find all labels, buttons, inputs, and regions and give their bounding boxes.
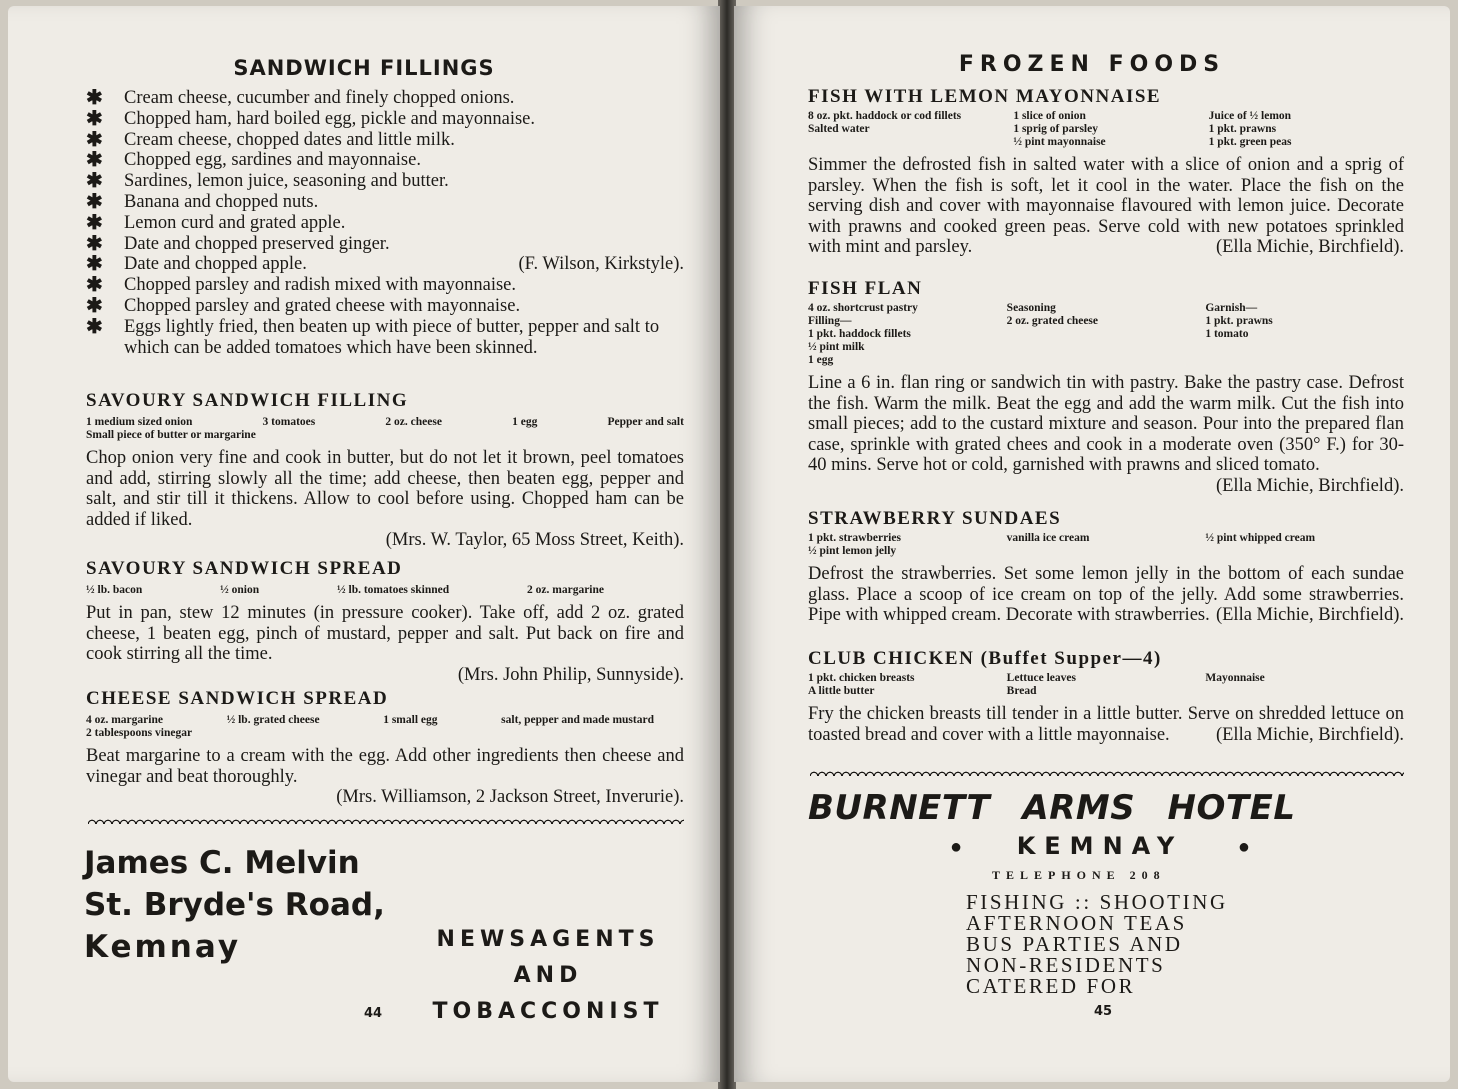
ingredient: 2 oz. cheese <box>385 416 442 428</box>
hotel-service-line: FISHING :: SHOOTING <box>966 890 1228 914</box>
filling-text: Chopped parsley and radish mixed with mayonnaise. <box>124 275 517 296</box>
wavy-divider <box>88 816 684 824</box>
ingredient: ½ pint lemon jelly <box>808 545 897 557</box>
recipe-credit: (Mrs. John Philip, Sunnyside). <box>457 664 684 685</box>
ingredient-column <box>808 110 1013 149</box>
ingredient: A little butter <box>808 685 875 697</box>
ingredient: vanilla ice cream <box>1006 532 1090 544</box>
filling-text: Eggs lightly fried, then beaten up with piece of butter, pepper and salt to which can be added tomatoes which have been skinned. <box>124 316 660 358</box>
ingredient: Small piece of butter or margarine <box>86 429 256 441</box>
left-page <box>8 6 720 1082</box>
ingredient: 3 tomatoes <box>262 416 316 428</box>
newsagents-block <box>410 922 686 1030</box>
ingredient: Seasoning <box>1006 302 1056 314</box>
ingredient-column <box>1205 532 1404 558</box>
ingredient: ½ pint milk <box>808 341 865 353</box>
ingredient: 1 pkt. strawberries <box>808 532 901 544</box>
asterisk-icon: ✱ <box>86 315 103 338</box>
recipe-method: Beat margarine to a cream with the egg. Add other ingredients then cheese and vinegar and beat thoroughly. <box>86 746 684 787</box>
ingredients-row <box>86 584 684 597</box>
ingredient: 1 egg <box>512 416 538 428</box>
recipe-method: Put in pan, stew 12 minutes (in pressure cooker). Take off, add 2 oz. grated cheese, 1 beaten egg, pinch of mustard, pepper and salt. Put back on fire and cook stirring all the time. <box>86 603 684 665</box>
filling-item <box>86 234 684 255</box>
hotel-service-line: NON-RESIDENTS <box>966 953 1166 977</box>
recipe-title: FISH WITH LEMON MAYONNAISE <box>808 86 1162 107</box>
ingredients <box>808 110 1404 149</box>
ingredient: 1 sprig of parsley <box>1013 123 1098 135</box>
ingredients <box>808 672 1404 698</box>
hotel-service-line: CATERED FOR <box>966 974 1136 998</box>
ingredient: 1 pkt. prawns <box>1205 315 1273 327</box>
filling-item <box>86 130 684 151</box>
club-chicken-recipe <box>808 648 1404 745</box>
ingredient: Garnish— <box>1205 302 1258 314</box>
ingredient: Pepper and salt <box>607 416 684 428</box>
ingredient: 4 oz. margarine <box>86 714 163 726</box>
right-page <box>734 6 1450 1082</box>
filling-item <box>86 275 684 296</box>
hotel-name: BURNETT ARMS HOTEL <box>808 788 1296 828</box>
ingredient: Juice of ½ lemon <box>1208 110 1292 122</box>
melvin-advert <box>84 842 385 968</box>
filling-item <box>86 296 684 317</box>
hotel-services <box>966 892 1246 997</box>
ingredient-column <box>808 532 1007 558</box>
ingredient: 1 pkt. green peas <box>1208 136 1292 148</box>
recipe-title: STRAWBERRY SUNDAES <box>808 508 1062 529</box>
ingredient: 1 tomato <box>1205 328 1249 340</box>
filling-item <box>86 88 684 109</box>
hotel-telephone: TELEPHONE 208 <box>992 868 1166 882</box>
fish-lemon-recipe <box>808 86 1404 258</box>
advert-name: James C. Melvin <box>84 845 360 881</box>
ingredient-column <box>1007 672 1206 698</box>
asterisk-icon: ✱ <box>86 253 103 276</box>
advert-town: Kemnay <box>84 929 242 965</box>
ingredient: 1 pkt. prawns <box>1208 123 1277 135</box>
ingredients-row <box>86 714 684 727</box>
asterisk-icon: ✱ <box>86 190 103 213</box>
filling-text: Chopped ham, hard boiled egg, pickle and mayonnaise. <box>124 108 536 129</box>
recipe-credit: (Mrs. W. Taylor, 65 Moss Street, Keith). <box>385 530 684 551</box>
recipe-method: Fry the chicken breasts till tender in a little butter. Serve on shredded lettuce on toasted bread and cover with a little mayonnaise. <box>808 704 1404 745</box>
ingredient: ½ lb. bacon <box>86 584 143 596</box>
ingredient-column <box>808 302 1007 367</box>
recipe-method: Chop onion very fine and cook in butter, but do not let it brown, peel tomatoes and add, stirring slowly all the time; add cheese, then beaten egg, pepper and salt, and stir till it thickens. Allow to cool before using. Chopped ham can be added if liked. <box>86 448 684 530</box>
recipe-method: Defrost the strawberries. Set some lemon jelly in the bottom of each sundae glass. Place a scoop of ice cream on top of the jelly. Add some strawberries. Pipe with whipped cream. Decorate with strawberries. <box>808 564 1404 626</box>
recipe-credit: (Ella Michie, Birchfield). <box>1215 724 1404 745</box>
bullet-icon: ● <box>1237 836 1250 858</box>
filling-text: Chopped egg, sardines and mayonnaise. <box>124 150 421 171</box>
filling-item <box>86 213 684 234</box>
recipe-title: CHEESE SANDWICH SPREAD <box>86 688 389 709</box>
ingredient: Salted water <box>808 123 870 135</box>
filling-text: Date and chopped apple. <box>124 254 307 275</box>
recipe-title: CLUB CHICKEN (Buffet Supper—4) <box>808 648 1162 669</box>
asterisk-icon: ✱ <box>86 170 103 193</box>
filling-text: Chopped parsley and grated cheese with mayonnaise. <box>124 295 521 316</box>
ingredient: ½ lb. tomatoes skinned <box>337 584 450 596</box>
advert-trade-1: NEWSAGENTS <box>436 927 660 952</box>
filling-text: Date and chopped preserved ginger. <box>124 233 390 254</box>
ingredient: 2 oz. grated cheese <box>1006 315 1098 327</box>
ingredient: ½ onion <box>220 584 260 596</box>
ingredient: Bread <box>1006 685 1037 697</box>
ingredient: 2 tablespoons vinegar <box>86 727 193 739</box>
ingredient-column <box>1007 532 1206 558</box>
filling-item <box>86 254 684 275</box>
ingredient-column <box>1209 110 1404 149</box>
recipe-credit: (Mrs. Williamson, 2 Jackson Street, Inverurie). <box>336 787 684 808</box>
ingredient: ½ pint whipped cream <box>1205 532 1316 544</box>
frozen-foods-heading: FROZEN FOODS <box>958 52 1226 77</box>
ingredient: salt, pepper and made mustard <box>501 714 654 726</box>
advert-street: St. Bryde's Road, <box>84 887 385 923</box>
asterisk-icon: ✱ <box>86 294 103 317</box>
ingredient: Filling— <box>808 315 852 327</box>
recipe-credit: (Ella Michie, Birchfield). <box>1215 605 1404 626</box>
ingredient: 8 oz. pkt. haddock or cod fillets <box>808 110 962 122</box>
fish-flan-recipe <box>808 278 1404 497</box>
ingredient-column <box>1205 672 1404 698</box>
asterisk-icon: ✱ <box>86 149 103 172</box>
recipe-credit: (Ella Michie, Birchfield). <box>1215 475 1404 496</box>
asterisk-icon: ✱ <box>86 232 103 255</box>
ingredient: ½ lb. grated cheese <box>226 714 320 726</box>
filling-item <box>86 109 684 130</box>
hotel-service-line: AFTERNOON TEAS <box>966 911 1187 935</box>
asterisk-icon: ✱ <box>86 274 103 297</box>
ingredient: 1 egg <box>808 354 834 366</box>
filling-text: Sardines, lemon juice, seasoning and butter. <box>124 171 449 192</box>
ingredient-column <box>1007 302 1206 367</box>
asterisk-icon: ✱ <box>86 211 103 234</box>
ingredient: 2 oz. margarine <box>527 584 604 596</box>
recipe-method: Line a 6 in. flan ring or sandwich tin with pastry. Bake the pastry case. Defrost the fish. Warm the milk. Beat the egg and add the warm milk. Cut the fish into small pieces; add to the custard mixture and season. Pour into the prepared flan case, sprinkle with grated chees and cook in a moderate oven (350° F.) for 30-40 mins. Serve hot or cold, garnished with prawns and sliced tomato. <box>808 373 1404 476</box>
filling-credit: (F. Wilson, Kirkstyle). <box>518 254 684 275</box>
ingredient: Mayonnaise <box>1205 672 1265 684</box>
savoury-filling-recipe <box>86 390 684 551</box>
hotel-service-line: BUS PARTIES AND <box>966 932 1183 956</box>
asterisk-icon: ✱ <box>86 128 103 151</box>
ingredients <box>808 532 1404 558</box>
strawberry-recipe <box>808 508 1404 626</box>
ingredients <box>808 302 1404 367</box>
wavy-divider <box>810 768 1404 776</box>
filling-item <box>86 317 684 359</box>
page-number: 44 <box>364 1006 383 1021</box>
filling-text: Cream cheese, chopped dates and little milk. <box>124 129 455 150</box>
filling-text: Banana and chopped nuts. <box>124 191 319 212</box>
ingredient-column <box>1013 110 1208 149</box>
ingredient: 1 slice of onion <box>1013 110 1086 122</box>
ingredient: 1 small egg <box>383 714 438 726</box>
ingredients-row <box>86 416 684 429</box>
ingredient: 1 medium sized onion <box>86 416 193 428</box>
ingredient-column <box>1205 302 1404 367</box>
filling-text: Lemon curd and grated apple. <box>124 212 346 233</box>
recipe-title: FISH FLAN <box>808 278 923 299</box>
recipe-method: Simmer the defrosted fish in salted water with a slice of onion and a sprig of parsley. When the fish is soft, let it cool in the water. Place the fish on the serving dish and cover with mayonnaise flavoured with lemon juice. Decorate with prawns and cooked green peas. Serve cold with new potatoes sprinkled with mint and parsley. <box>808 155 1404 258</box>
recipe-credit: (Ella Michie, Birchfield). <box>1215 237 1404 258</box>
filling-text: Cream cheese, cucumber and finely chopped onions. <box>124 88 515 108</box>
ingredient: 4 oz. shortcrust pastry <box>808 302 918 314</box>
hotel-town-row <box>950 832 1250 860</box>
ingredient: 1 pkt. chicken breasts <box>808 672 915 684</box>
fillings-list <box>86 88 684 358</box>
asterisk-icon: ✱ <box>86 87 103 109</box>
advert-trade-3: TOBACCONIST <box>432 999 664 1024</box>
filling-item <box>86 192 684 213</box>
ingredient: ½ pint mayonnaise <box>1013 136 1106 148</box>
bullet-icon: ● <box>950 836 963 858</box>
ingredient: Lettuce leaves <box>1006 672 1076 684</box>
ingredient: 1 pkt. haddock fillets <box>808 328 911 340</box>
page-number: 45 <box>1094 1004 1113 1019</box>
recipe-title: SAVOURY SANDWICH SPREAD <box>86 558 403 579</box>
filling-item <box>86 150 684 171</box>
hotel-town: KEMNAY <box>1016 832 1184 860</box>
sandwich-fillings-heading: SANDWICH FILLINGS <box>233 56 495 80</box>
advert-trade-2: AND <box>513 963 583 988</box>
recipe-title: SAVOURY SANDWICH FILLING <box>86 390 409 411</box>
cheese-spread-recipe <box>86 688 684 808</box>
savoury-spread-recipe <box>86 558 684 685</box>
ingredient-column <box>808 672 1007 698</box>
asterisk-icon: ✱ <box>86 107 103 130</box>
filling-item <box>86 171 684 192</box>
